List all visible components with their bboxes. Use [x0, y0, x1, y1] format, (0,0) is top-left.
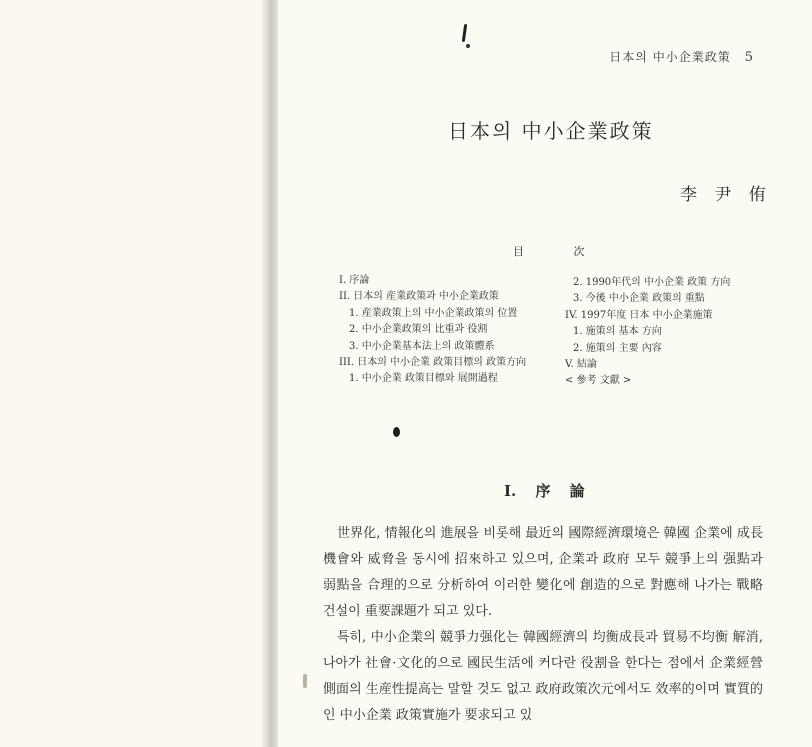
- section-heading: I. 序 論: [504, 482, 585, 500]
- article-title: 日本의 中小企業政策: [448, 119, 654, 143]
- margin-mark: [303, 674, 307, 688]
- toc-right-column: [565, 275, 730, 390]
- toc-entry: 2. 中小企業政策의 比重과 役割: [349, 324, 488, 336]
- toc-entry: < 參考 文獻 >: [565, 375, 632, 387]
- paragraph: 世界化, 情報化의 進展을 비롯해 最近의 國際經濟環境은 韓國 企業에 成長機會와 威脅을 동시에 招來하고 있으며, 企業과 政府 모두 競爭上의 强點과 弱點을 合理的으로 分析하여 이러한 變化에 創造的으로 對應해 나가는 戰略 건설이 重要課題가 되고 있다.: [323, 526, 763, 619]
- toc-heading: 目 次: [513, 245, 585, 258]
- toc-entry: 1. 産業政策上의 中小企業政策의 位置: [349, 307, 518, 319]
- book-gutter: [262, 0, 278, 747]
- toc-entry: III. 日本의 中小企業 政策目標의 政策方向: [339, 357, 527, 369]
- toc-entry: I. 序論: [339, 275, 370, 286]
- toc-entry: 1. 施策의 基本 方向: [573, 326, 662, 338]
- running-header: [609, 48, 754, 65]
- ink-mark: [466, 44, 470, 48]
- toc-entry: II. 日本의 産業政策과 中小企業政策: [339, 291, 499, 303]
- paragraph: 특히, 中小企業의 競爭力强化는 韓國經濟의 均衡成長과 貿易不均衡 解消, 나아가 社會·文化的으로 國民生活에 커다란 役割을 한다는 점에서 企業經營側面의 生産性提高는 말할 것도 없고 政府政策次元에서도 效率的이며 實質的인 中小企業 政策實施가 要求되고 있: [323, 630, 763, 723]
- page-number: 5: [744, 50, 754, 65]
- ink-dot: [393, 427, 400, 437]
- toc-entry: 3. 中小企業基本法上의 政策體系: [349, 340, 495, 352]
- toc-entry: 2. 施策의 主要 內容: [573, 342, 662, 354]
- toc-entry: 1. 中小企業 政策目標와 展開過程: [349, 373, 498, 385]
- author-name: 李 尹 侑: [680, 185, 772, 205]
- toc-entry: IV. 1997年度 日本 中小企業施策: [565, 309, 713, 321]
- toc-entry: 2. 1990年代의 中小企業 政策 方向: [573, 277, 731, 288]
- toc-entry: V. 結論: [565, 359, 597, 371]
- toc-entry: 3. 今後 中小企業 政策의 重點: [573, 293, 705, 305]
- left-page: [0, 0, 268, 747]
- body-text: [323, 521, 763, 729]
- toc-left-column: [339, 273, 526, 388]
- running-title: 日本의 中小企業政策: [609, 50, 731, 64]
